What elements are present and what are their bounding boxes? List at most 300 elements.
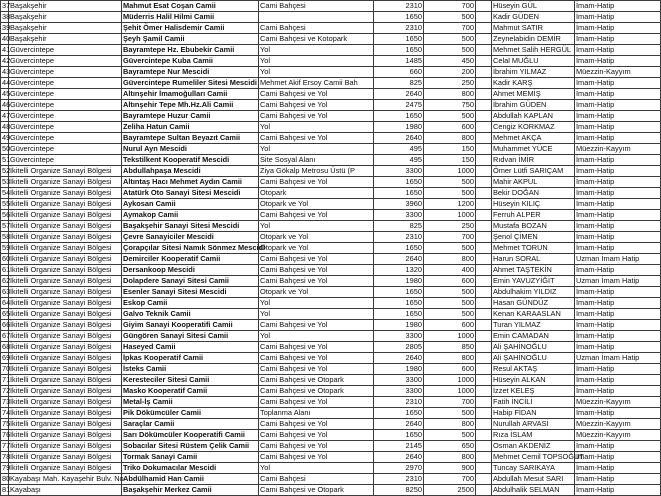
row-number: 50 — [2, 144, 11, 153]
spacer-cell — [476, 320, 492, 331]
location-cell: Cami Bahçesi ve Otopark — [259, 485, 374, 496]
location-cell: Yol — [259, 56, 374, 67]
district-cell: Güvercintepe — [9, 155, 122, 166]
staff-role-cell: İmam-Hatip — [575, 265, 661, 276]
table-row — [1, 430, 661, 441]
mosque-name-cell: Şeyh Şamil Camii — [122, 34, 259, 45]
row-number: 78 — [2, 452, 11, 461]
capacity-cell: 500 — [424, 309, 476, 320]
location-cell: Yol — [259, 463, 374, 474]
mosque-name-cell: Metal-İş Camii — [122, 397, 259, 408]
staff-role-cell: Uzman İmam Hatip — [575, 276, 661, 287]
district-cell: İkitelli Organize Sanayi Bölgesi — [9, 265, 122, 276]
spacer-cell — [476, 441, 492, 452]
area-cell: 2640 — [374, 254, 424, 265]
mosque-name-cell: Abdullahpaşa Mescidi — [122, 166, 259, 177]
area-cell: 495 — [374, 144, 424, 155]
location-cell: Otopark ve Yol — [259, 232, 374, 243]
mosque-name-cell: Bayramtepe Nur Mescidi — [122, 67, 259, 78]
staff-role-cell: Müezzin-Kayyım — [575, 144, 661, 155]
staff-name-cell: Fatih İNCİLİ — [492, 397, 575, 408]
district-cell: Başakşehir — [9, 1, 122, 12]
location-cell: Cami Bahçesi — [259, 1, 374, 12]
district-cell: İkitelli Organize Sanayi Bölgesi — [9, 199, 122, 210]
mosque-name-cell: Mahmut Esat Coşan Camii — [122, 1, 259, 12]
capacity-cell: 500 — [424, 287, 476, 298]
staff-name-cell: Mehmet Salih HERGÜL — [492, 45, 575, 56]
staff-name-cell: Osman AKDENİZ — [492, 441, 575, 452]
staff-name-cell: İbrahim YILMAZ — [492, 67, 575, 78]
district-cell: İkitelli Organize Sanayi Bölgesi — [9, 309, 122, 320]
staff-role-cell: İmam-Hatip — [575, 441, 661, 452]
table-row — [1, 375, 661, 386]
mosque-name-cell: Saraçlar Camii — [122, 419, 259, 430]
area-cell: 2640 — [374, 419, 424, 430]
area-cell: 2640 — [374, 89, 424, 100]
spacer-cell — [476, 67, 492, 78]
area-cell: 1980 — [374, 276, 424, 287]
staff-role-cell: İmam-Hatip — [575, 375, 661, 386]
row-number: 76 — [2, 430, 11, 439]
staff-role-cell: Müezzin-Kayyım — [575, 397, 661, 408]
row-number: 44 — [2, 78, 11, 87]
area-cell: 1650 — [374, 45, 424, 56]
location-cell: Yol — [259, 309, 374, 320]
staff-role-cell: İmam-Hatip — [575, 452, 661, 463]
capacity-cell: 500 — [424, 111, 476, 122]
district-cell: Kayabaşı Mah. Kayaşehir Bulv. No — [10, 474, 124, 483]
area-cell: 660 — [374, 67, 424, 78]
row-number: 64 — [2, 298, 11, 307]
area-cell: 1650 — [374, 111, 424, 122]
staff-role-cell: İmam-Hatip — [575, 331, 661, 342]
table-row — [1, 331, 661, 342]
table-row — [1, 342, 661, 353]
staff-name-cell: Bekir DOĞAN — [492, 188, 575, 199]
staff-role-cell: İmam-Hatip — [575, 386, 661, 397]
area-cell: 1980 — [374, 122, 424, 133]
table-row — [1, 287, 661, 298]
spacer-cell — [476, 188, 492, 199]
district-cell: İkitelli Organize Sanayi Bölgesi — [9, 386, 122, 397]
spacer-cell — [476, 100, 492, 111]
location-cell: Yol — [259, 221, 374, 232]
staff-name-cell: Mehmet TORUN — [492, 243, 575, 254]
mosque-name-cell: Nurul Ayn Mescidi — [122, 144, 259, 155]
spacer-cell — [476, 386, 492, 397]
location-cell: Cami Bahçesi ve Yol — [259, 342, 374, 353]
district-cell: İkitelli Organize Sanayi Bölgesi — [9, 408, 122, 419]
mosque-name-cell: Haseyed Camii — [122, 342, 259, 353]
row-number: 62 — [2, 276, 11, 285]
location-cell: Yol — [259, 144, 374, 155]
table-row — [1, 298, 661, 309]
district-cell: İkitelli Organize Sanayi Bölgesi — [9, 463, 122, 474]
area-cell: 1650 — [374, 188, 424, 199]
location-cell: Cami Bahçesi ve Yol — [259, 265, 374, 276]
area-cell: 2310 — [374, 397, 424, 408]
area-cell: 1650 — [374, 309, 424, 320]
row-number: 41 — [2, 45, 11, 54]
area-cell: 2640 — [374, 353, 424, 364]
mosque-name-cell: Bayramtepe Sultan Beyazıt Camii — [122, 133, 259, 144]
area-cell: 2310 — [374, 474, 424, 485]
table-row — [1, 100, 661, 111]
staff-role-cell: İmam-Hatip — [575, 100, 661, 111]
location-cell: Yol — [259, 67, 374, 78]
row-number: 80 — [2, 474, 11, 483]
staff-role-cell: İmam-Hatip — [575, 463, 661, 474]
capacity-cell: 150 — [424, 144, 476, 155]
spacer-cell — [476, 133, 492, 144]
mosque-name-cell: Keresteciler Sitesi Camii — [122, 375, 259, 386]
row-number: 49 — [2, 133, 11, 142]
row-number: 65 — [2, 309, 11, 318]
district-cell: İkitelli Organize Sanayi Bölgesi — [9, 419, 122, 430]
staff-name-cell: Şenol ÇİMEN — [492, 232, 575, 243]
staff-name-cell: Rıdvan İMİR — [492, 155, 575, 166]
location-cell: Cami Bahçesi ve Yol — [259, 441, 374, 452]
mosque-name-cell: Sarı Dökümcüler Kooperatifi Camii — [122, 430, 259, 441]
capacity-cell: 600 — [424, 276, 476, 287]
staff-name-cell: Emin CAMADAN — [492, 331, 575, 342]
capacity-cell: 750 — [424, 100, 476, 111]
capacity-cell: 250 — [424, 221, 476, 232]
staff-name-cell: Turan YILMAZ — [492, 320, 575, 331]
staff-role-cell: İmam-Hatip — [575, 287, 661, 298]
staff-role-cell: Uzman İmam Hatip — [575, 254, 661, 265]
mosque-name-cell: Esenler Sanayi Sitesi Mescidi — [122, 287, 259, 298]
spacer-cell — [476, 287, 492, 298]
spacer-cell — [476, 23, 492, 34]
area-cell: 3300 — [374, 210, 424, 221]
capacity-cell: 500 — [424, 34, 476, 45]
location-cell: Cami Bahçesi ve Yol — [259, 397, 374, 408]
row-number: 38 — [2, 12, 11, 21]
row-number: 42 — [2, 56, 11, 65]
mosque-name-cell: Müderris Halil Hilmi Camii — [122, 12, 259, 23]
mosque-name-cell: Altıntaş Hacı Mehmet Aydın Camii — [122, 177, 259, 188]
district-cell: İkitelli Organize Sanayi Bölgesi — [9, 188, 122, 199]
area-cell: 1650 — [374, 34, 424, 45]
capacity-cell: 500 — [424, 177, 476, 188]
row-number: 66 — [2, 320, 11, 329]
row-number: 51 — [2, 155, 11, 164]
table-row — [1, 221, 661, 232]
staff-name-cell: Ali ŞAHİNOĞLU — [492, 342, 575, 353]
mosque-name-cell: Dersankoop Mescidi — [122, 265, 259, 276]
spacer-cell — [476, 375, 492, 386]
row-number: 45 — [2, 89, 11, 98]
district-cell: İkitelli Organize Sanayi Bölgesi — [9, 452, 122, 463]
staff-name-cell: Kadir KARŞ — [492, 78, 575, 89]
area-cell: 3960 — [374, 199, 424, 210]
mosque-name-cell: Bayramtepe Huzur Camii — [122, 111, 259, 122]
location-cell: Yol — [259, 331, 374, 342]
mosque-name-cell: Triko Dokumacılar Mescidi — [122, 463, 259, 474]
capacity-cell: 800 — [424, 254, 476, 265]
spacer-cell — [476, 397, 492, 408]
row-number: 81 — [2, 485, 11, 494]
table-row — [1, 243, 661, 254]
mosque-name-cell: Altınşehir İmamoğulları Camii — [122, 89, 259, 100]
staff-name-cell: Ömer Lütfi SARIÇAM — [492, 166, 575, 177]
mosque-name-cell: Eskop Camii — [122, 298, 259, 309]
spacer-cell — [476, 122, 492, 133]
table-row — [1, 485, 661, 496]
spacer-cell — [476, 254, 492, 265]
mosque-name-cell: Masko Kooperatif Camii — [122, 386, 259, 397]
area-cell: 2145 — [374, 441, 424, 452]
staff-role-cell: İmam-Hatip — [575, 210, 661, 221]
capacity-cell: 1000 — [424, 331, 476, 342]
capacity-cell: 850 — [424, 342, 476, 353]
table-row — [1, 364, 661, 375]
table-row — [1, 463, 661, 474]
spacer-cell — [476, 298, 492, 309]
spacer-cell — [476, 210, 492, 221]
row-number: 53 — [2, 177, 11, 186]
staff-role-cell: Müezzin-Kayyım — [575, 430, 661, 441]
capacity-cell: 800 — [424, 353, 476, 364]
row-number: 55 — [2, 199, 11, 208]
capacity-cell: 800 — [424, 452, 476, 463]
staff-role-cell: İmam-Hatip — [575, 133, 661, 144]
capacity-cell: 500 — [424, 45, 476, 56]
staff-role-cell: İmam-Hatip — [575, 12, 661, 23]
row-number: 37 — [2, 1, 11, 10]
table-row — [1, 122, 661, 133]
row-number: 63 — [2, 287, 11, 296]
location-cell: Otopark ve Yol — [259, 287, 374, 298]
district-cell: İkitelli Organize Sanayi Bölgesi — [9, 210, 122, 221]
location-cell: Toplanma Alanı — [259, 408, 374, 419]
area-cell: 2475 — [374, 100, 424, 111]
district-cell: Güvercintepe — [9, 111, 122, 122]
mosque-name-cell: Tekstilkent Kooperatif Mescidi — [122, 155, 259, 166]
spacer-cell — [476, 342, 492, 353]
table-row — [1, 441, 661, 452]
location-cell: Cami Bahçesi ve Otopark — [259, 375, 374, 386]
staff-role-cell: İmam-Hatip — [575, 232, 661, 243]
location-cell: Cami Bahçesi ve Yol — [259, 177, 374, 188]
row-number: 39 — [2, 23, 11, 32]
location-cell: Cami Bahçesi ve Yol — [259, 364, 374, 375]
spacer-cell — [476, 419, 492, 430]
spacer-cell — [476, 463, 492, 474]
district-cell: Güvercintepe — [9, 67, 122, 78]
staff-name-cell: Ahmet TAŞTEKİN — [492, 265, 575, 276]
row-number: 40 — [2, 34, 11, 43]
district-cell: İkitelli Organize Sanayi Bölgesi — [9, 364, 122, 375]
staff-role-cell: İmam-Hatip — [575, 199, 661, 210]
row-number: 58 — [2, 232, 11, 241]
location-cell: Cami Bahçesi ve Yol — [259, 320, 374, 331]
capacity-cell: 250 — [424, 78, 476, 89]
area-cell: 825 — [374, 78, 424, 89]
district-cell: İkitelli Organize Sanayi Bölgesi — [9, 397, 122, 408]
staff-name-cell: Cengiz KORKMAZ — [492, 122, 575, 133]
area-cell: 1650 — [374, 243, 424, 254]
table-row — [1, 67, 661, 78]
row-number: 75 — [2, 419, 11, 428]
staff-name-cell: Kadir GÜDEN — [492, 12, 575, 23]
district-cell: İkitelli Organize Sanayi Bölgesi — [9, 166, 122, 177]
mosque-name-cell: Abdülhamid Han Camii — [122, 474, 259, 485]
table-row — [1, 166, 661, 177]
capacity-cell: 600 — [424, 364, 476, 375]
staff-name-cell: Abdulhalik SELMAN — [492, 485, 575, 496]
capacity-cell: 500 — [424, 298, 476, 309]
area-cell: 1980 — [374, 320, 424, 331]
district-cell: Güvercintepe — [9, 100, 122, 111]
row-number: 72 — [2, 386, 11, 395]
row-number: 77 — [2, 441, 11, 450]
spacer-cell — [476, 474, 492, 485]
staff-name-cell: Mehmet Cemil TOPSOĞUT — [493, 452, 584, 461]
area-cell: 2640 — [374, 133, 424, 144]
row-number: 52 — [2, 166, 11, 175]
area-cell: 1650 — [374, 408, 424, 419]
table-row — [1, 1, 661, 12]
area-cell: 2310 — [374, 232, 424, 243]
table-row — [1, 254, 661, 265]
staff-role-cell: İmam-Hatip — [575, 111, 661, 122]
table-row — [1, 199, 661, 210]
mosque-name-cell: Aymakop Camii — [122, 210, 259, 221]
table-row — [1, 474, 661, 485]
staff-role-cell: İmam-Hatip — [575, 45, 661, 56]
capacity-cell: 1200 — [424, 199, 476, 210]
mosque-name-cell: Tormak Sanayi Camii — [122, 452, 259, 463]
capacity-cell: 700 — [424, 23, 476, 34]
location-cell: Cami Bahçesi ve Yol — [259, 100, 374, 111]
table-row — [1, 320, 661, 331]
table-row — [1, 133, 661, 144]
district-cell: İkitelli Organize Sanayi Bölgesi — [9, 342, 122, 353]
staff-role-cell: İmam-Hatip — [575, 78, 661, 89]
district-cell: İkitelli Organize Sanayi Bölgesi — [9, 320, 122, 331]
row-number: 57 — [2, 221, 11, 230]
capacity-cell: 700 — [424, 474, 476, 485]
table-row — [1, 155, 661, 166]
mosque-name-cell: Başakşehir Sanayi Sitesi Mescidi — [122, 221, 259, 232]
staff-name-cell: Celal MUĞLU — [492, 56, 575, 67]
table-row — [1, 353, 661, 364]
district-cell: İkitelli Organize Sanayi Bölgesi — [9, 298, 122, 309]
area-cell: 1980 — [374, 364, 424, 375]
area-cell: 1650 — [374, 287, 424, 298]
district-cell: İkitelli Organize Sanayi Bölgesi — [9, 375, 122, 386]
mosque-name-cell: Altınşehir Tepe Mh.Hz.Ali Camii — [122, 100, 259, 111]
location-cell: Yol — [259, 45, 374, 56]
staff-role-cell: İmam-Hatip — [575, 243, 661, 254]
capacity-cell: 800 — [424, 133, 476, 144]
staff-role-cell: Uzman İmam Hatip — [575, 353, 661, 364]
capacity-cell: 150 — [424, 155, 476, 166]
mosque-name-cell: Şehit Ömer Halisdemir Camii — [122, 23, 259, 34]
spacer-cell — [476, 111, 492, 122]
capacity-cell: 650 — [424, 441, 476, 452]
capacity-cell: 700 — [424, 232, 476, 243]
capacity-cell: 800 — [424, 89, 476, 100]
row-number: 48 — [2, 122, 11, 131]
capacity-cell: 600 — [424, 320, 476, 331]
location-cell: Otopark — [259, 188, 374, 199]
capacity-cell: 700 — [424, 1, 476, 12]
table-row — [1, 45, 661, 56]
spacer-cell — [476, 232, 492, 243]
staff-name-cell: Muhammet YÜCE — [492, 144, 575, 155]
district-cell: Başakşehir — [9, 23, 122, 34]
table-row — [1, 12, 661, 23]
staff-role-cell: İmam-Hatip — [575, 188, 661, 199]
staff-name-cell: Ferruh ALPER — [492, 210, 575, 221]
capacity-cell: 600 — [424, 122, 476, 133]
spacer-cell — [476, 485, 492, 496]
staff-role-cell: İmam-Hatip — [575, 364, 661, 375]
row-number: 59 — [2, 243, 11, 252]
capacity-cell: 700 — [424, 397, 476, 408]
table-row — [1, 386, 661, 397]
location-cell: Site Sosyal Alanı — [259, 155, 374, 166]
area-cell: 1650 — [374, 298, 424, 309]
spacer-cell — [476, 78, 492, 89]
table-row — [1, 111, 661, 122]
spacer-cell — [476, 177, 492, 188]
table-row — [1, 78, 661, 89]
district-cell: İkitelli Organize Sanayi Bölgesi — [9, 276, 122, 287]
capacity-cell: 500 — [424, 243, 476, 254]
table-row — [1, 276, 661, 287]
staff-name-cell: Abdullah KAPLAN — [492, 111, 575, 122]
mosque-name-cell: Güvercintepe Rumeliler Sitesi Mescidi — [123, 78, 257, 87]
location-cell: Cami Bahçesi ve Yol — [259, 353, 374, 364]
table-row — [1, 89, 661, 100]
staff-role-cell: İmam-Hatip — [575, 298, 661, 309]
area-cell: 1650 — [374, 12, 424, 23]
district-cell: Başakşehir — [9, 12, 122, 23]
area-cell: 2805 — [374, 342, 424, 353]
table-row — [1, 419, 661, 430]
spacer-cell — [476, 166, 492, 177]
location-cell: Yol — [259, 298, 374, 309]
spacer-cell — [476, 276, 492, 287]
capacity-cell: 200 — [424, 67, 476, 78]
staff-name-cell: Ali ŞAHİNOĞLU — [492, 353, 575, 364]
district-cell: Güvercintepe — [9, 122, 122, 133]
mosque-name-cell: Güngören Sanayi Sitesi Camii — [122, 331, 259, 342]
table-row — [1, 265, 661, 276]
table-row — [1, 232, 661, 243]
table-row — [1, 188, 661, 199]
staff-name-cell: Mustafa BOZAN — [492, 221, 575, 232]
staff-name-cell: Resul AKTAŞ — [492, 364, 575, 375]
spacer-cell — [476, 144, 492, 155]
staff-name-cell: İbrahim GÜDEN — [492, 100, 575, 111]
staff-role-cell: İmam-Hatip — [575, 408, 661, 419]
row-number: 61 — [2, 265, 11, 274]
mosque-name-cell: Başakşehir Merkez Camii — [122, 485, 259, 496]
table-row — [1, 177, 661, 188]
area-cell: 2970 — [374, 463, 424, 474]
staff-role-cell: İmam-Hatip — [575, 309, 661, 320]
staff-name-cell: Nurullah ARVASİ — [492, 419, 575, 430]
capacity-cell: 450 — [424, 56, 476, 67]
row-number: 54 — [2, 188, 11, 197]
row-number: 56 — [2, 210, 11, 219]
staff-role-cell: İmam-Hatip — [575, 56, 661, 67]
